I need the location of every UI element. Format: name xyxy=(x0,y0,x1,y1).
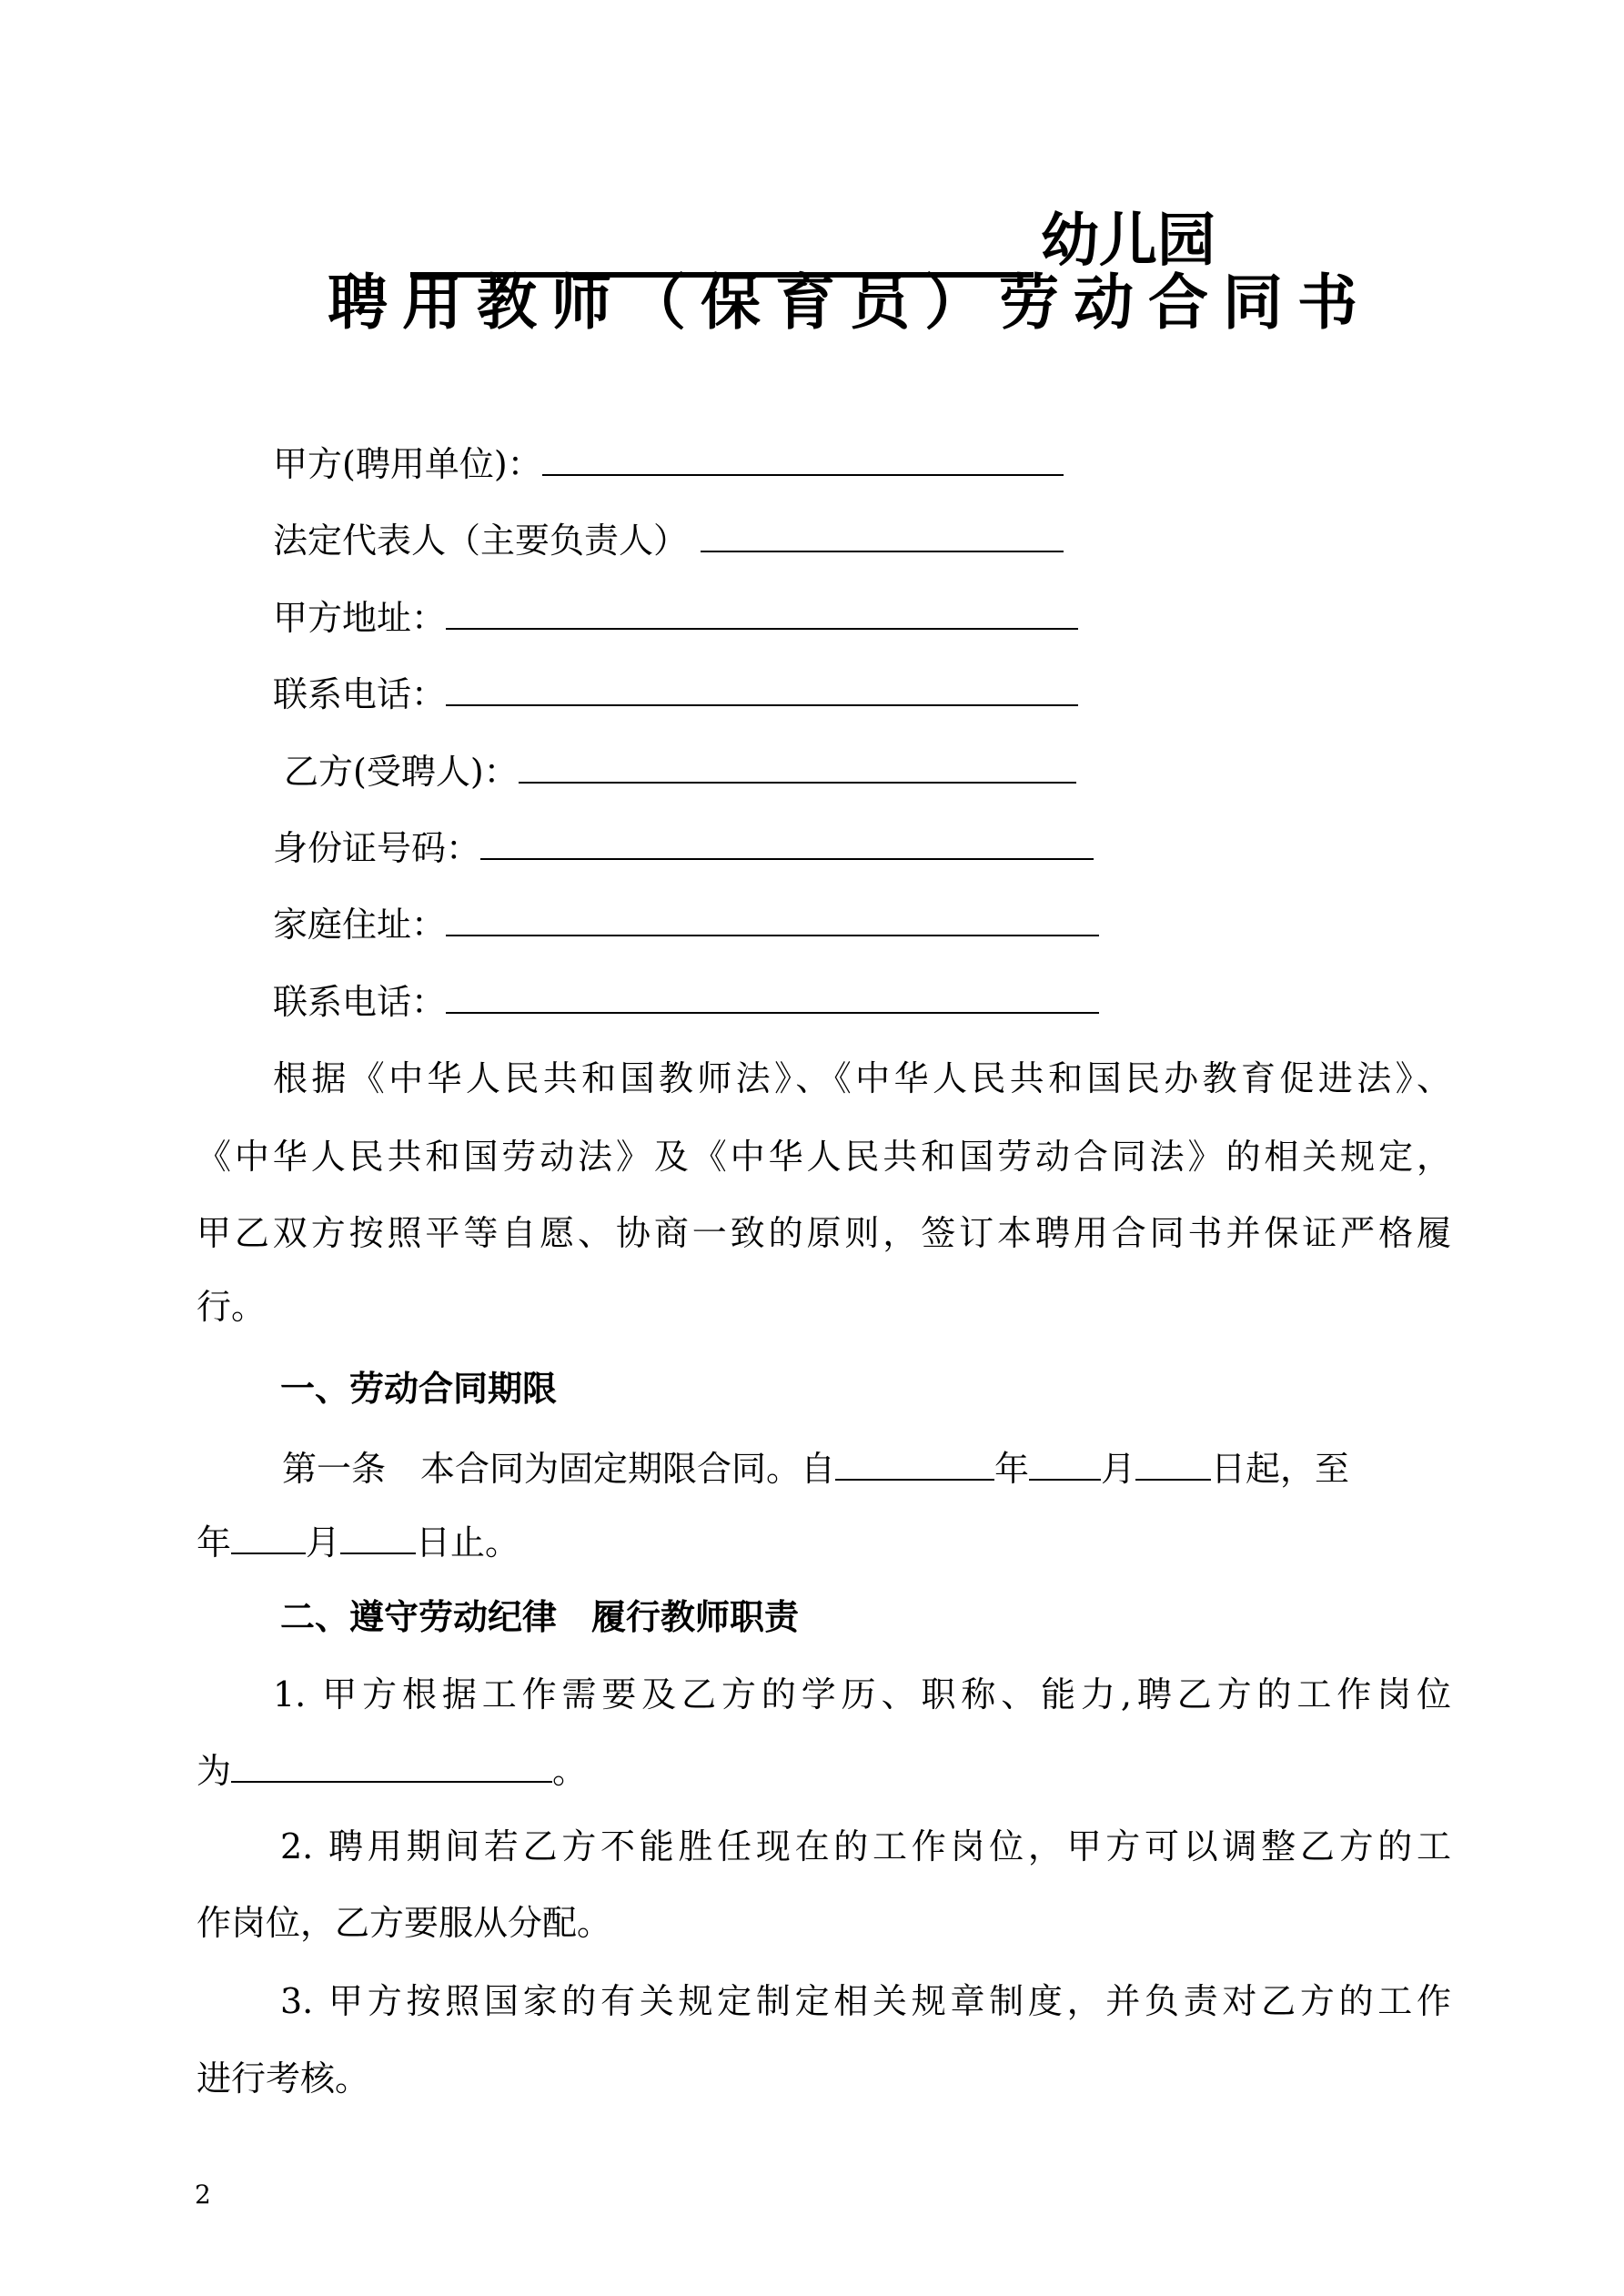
item-3-line-1: 3. 甲方按照国家的有关规定制定相关规章制度，并负责对乙方的工作 xyxy=(280,1981,1451,2021)
field-blank[interactable] xyxy=(542,441,1064,476)
field-blank[interactable] xyxy=(446,672,1078,706)
text: 年 xyxy=(197,1522,232,1563)
text: 日起，至 xyxy=(1211,1449,1350,1489)
field-label: 甲方地址： xyxy=(273,598,447,638)
field-home-address xyxy=(273,902,1099,946)
field-party-a-phone xyxy=(273,672,1078,715)
field-party-b-phone xyxy=(273,979,1099,1023)
text: 。 xyxy=(552,1751,588,1791)
start-year-blank[interactable] xyxy=(835,1446,994,1481)
text: 月 xyxy=(1101,1449,1136,1489)
item-1-line-1: 1. 甲方根据工作需要及乙方的学历、职称、能力,聘乙方的工作岗位 xyxy=(273,1674,1451,1714)
field-blank[interactable] xyxy=(701,518,1064,552)
page-number: 2 xyxy=(195,2180,211,2210)
preamble-line: 甲乙双方按照平等自愿、协商一致的原则，签订本聘用合同书并保证严格履 xyxy=(197,1213,1451,1253)
field-label: 甲方(聘用单位)： xyxy=(273,444,542,484)
article-1-line-1 xyxy=(282,1446,1349,1490)
text: 日止。 xyxy=(416,1522,520,1563)
item-2-line-2: 作岗位，乙方要服从分配。 xyxy=(197,1903,612,1943)
field-blank[interactable] xyxy=(446,595,1078,630)
field-label: 联系电话： xyxy=(273,674,447,714)
title-suffix: 幼儿园 xyxy=(1041,207,1215,275)
article-1-line-2 xyxy=(197,1520,519,1563)
text: 为 xyxy=(197,1751,232,1791)
text: 年 xyxy=(994,1449,1030,1489)
field-label: 法定代表人（主要负责人） xyxy=(273,521,689,561)
section-heading-discipline: 二、遵守劳动纪律 履行教师职责 xyxy=(280,1596,800,1637)
field-party-a-address xyxy=(273,595,1078,639)
item-1-line-2 xyxy=(197,1748,587,1792)
start-month-blank[interactable] xyxy=(1029,1446,1101,1481)
field-label: 联系电话： xyxy=(273,982,447,1022)
start-day-blank[interactable] xyxy=(1135,1446,1211,1481)
field-blank[interactable] xyxy=(480,825,1094,860)
position-blank[interactable] xyxy=(231,1748,552,1783)
text: 第一条 本合同为固定期限合同。自 xyxy=(282,1449,836,1489)
field-label: 身份证号码： xyxy=(273,828,481,868)
field-party-b xyxy=(284,749,1076,793)
field-legal-rep xyxy=(273,518,1064,561)
page-title: 聘用教师（保育员）劳动合同书 xyxy=(328,267,1372,338)
field-blank[interactable] xyxy=(446,979,1099,1014)
text: 月 xyxy=(306,1522,341,1563)
preamble-line: 《中华人民共和国劳动法》及《中华人民共和国劳动合同法》的相关规定， xyxy=(197,1137,1451,1177)
preamble-line: 行。 xyxy=(197,1287,267,1327)
item-2-line-1: 2. 聘用期间若乙方不能胜任现在的工作岗位，甲方可以调整乙方的工 xyxy=(280,1826,1451,1866)
field-label: 乙方(受聘人)： xyxy=(284,752,519,792)
preamble-line: 根据《中华人民共和国教师法》、《中华人民共和国民办教育促进法》、 xyxy=(273,1058,1451,1098)
field-label: 家庭住址： xyxy=(273,905,447,945)
item-3-line-2: 进行考核。 xyxy=(197,2058,370,2099)
field-blank[interactable] xyxy=(446,902,1099,936)
section-heading-term: 一、劳动合同期限 xyxy=(280,1368,558,1409)
end-month-blank[interactable] xyxy=(231,1520,306,1554)
field-party-a xyxy=(273,441,1064,485)
end-day-blank[interactable] xyxy=(340,1520,416,1554)
field-blank[interactable] xyxy=(519,749,1076,784)
field-id-number xyxy=(273,825,1094,869)
